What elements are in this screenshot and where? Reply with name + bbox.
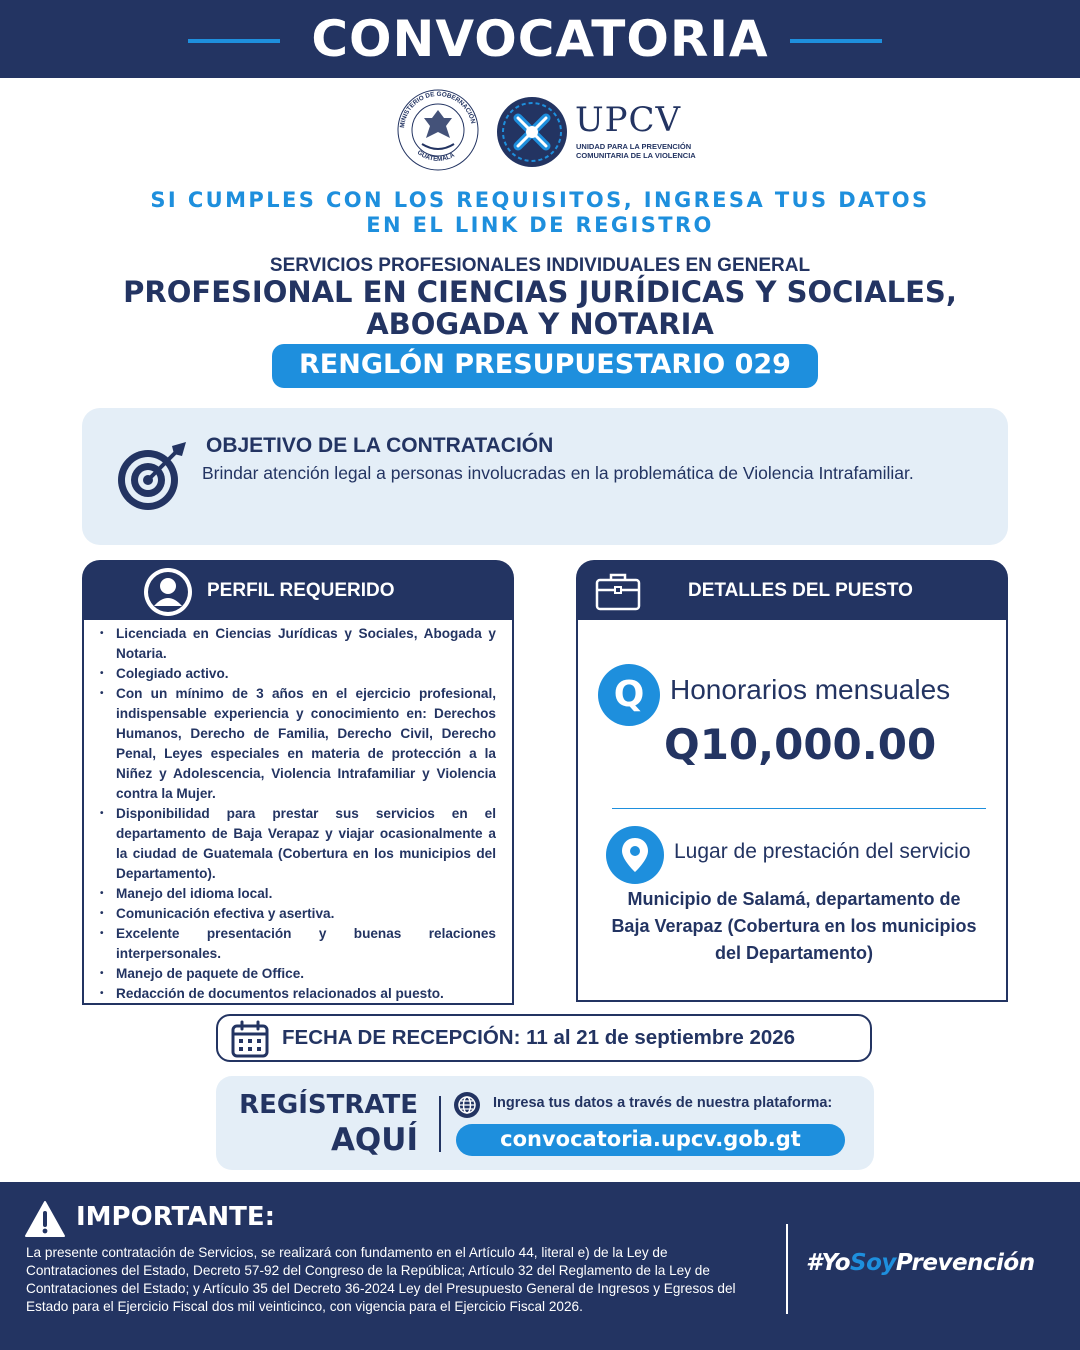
register-label-line2: AQUÍ bbox=[330, 1122, 418, 1158]
budget-line-badge: RENGLÓN PRESUPUESTARIO 029 bbox=[272, 344, 818, 388]
requirement-item: • Manejo del idioma local. bbox=[98, 884, 496, 904]
objective-title: OBJETIVO DE LA CONTRATACIÓN bbox=[206, 434, 554, 457]
fee-value: Q10,000.00 bbox=[664, 720, 937, 769]
details-divider bbox=[612, 808, 986, 809]
globe-icon bbox=[454, 1092, 480, 1118]
upcv-subtitle bbox=[576, 142, 696, 160]
register-separator bbox=[439, 1096, 441, 1152]
requirements-list bbox=[98, 624, 496, 1004]
details-card-body bbox=[576, 620, 1008, 1002]
page-title: CONVOCATORIA bbox=[311, 10, 769, 68]
location-text bbox=[588, 886, 1000, 967]
upcv-subtitle-line2: COMUNITARIA DE LA VIOLENCIA bbox=[576, 151, 696, 160]
cta-line2: EN EL LINK DE REGISTRO bbox=[366, 213, 714, 237]
requirement-item: • Disponibilidad para prestar sus servicios en el departamento de Baja Verapaz y viajar ocasionalmente a la ciudad de Guatemala (Cobertura en los municipios del Departamento). bbox=[98, 804, 496, 884]
requirement-item: • Licenciada en Ciencias Jurídicas y Sociales, Abogada y Notaria. bbox=[98, 624, 496, 664]
header-banner bbox=[0, 0, 1080, 78]
footer-separator bbox=[786, 1224, 788, 1314]
upcv-subtitle-line1: UNIDAD PARA LA PREVENCIÓN bbox=[576, 142, 692, 151]
hashtag-part1: #Yo bbox=[806, 1250, 850, 1276]
position-title bbox=[0, 276, 1080, 340]
upcv-logo-mark bbox=[496, 96, 568, 168]
profile-card-header bbox=[82, 560, 514, 620]
hashtag-part2: Soy bbox=[850, 1250, 896, 1276]
details-card-header bbox=[576, 560, 1008, 620]
calendar-icon bbox=[230, 1020, 270, 1058]
register-instruction: Ingresa tus datos a través de nuestra plataforma: bbox=[493, 1095, 833, 1111]
warning-icon bbox=[24, 1200, 66, 1238]
important-text: La presente contratación de Servicios, se realizará con fundamento en el Artículo 44, literal e) de la Ley de Contrataciones del Estado, Decreto 57-92 del Congreso de la República; Artículo 32 del Reglamento de la Ley de Contrataciones del Estado; y Artículo 35 del Decreto 36-2024 Ley del Presupuesto General de Ingresos y Egresos del Estado para el Ejercicio Fiscal dos mil veinticinco, con vigencia para el Ejercicio Fiscal 2026. bbox=[26, 1245, 736, 1314]
requirement-item: • Redacción de documentos relacionados al puesto. bbox=[98, 984, 496, 1004]
target-icon bbox=[114, 438, 190, 514]
upcv-wordmark: UPCV bbox=[575, 100, 682, 140]
svg-text:MINISTERIO DE GOBERNACIÓN: MINISTERIO DE GOBERNACIÓN bbox=[398, 90, 477, 129]
profile-card-title: PERFIL REQUERIDO bbox=[207, 580, 395, 601]
registration-cta bbox=[0, 188, 1080, 238]
registration-link[interactable]: convocatoria.upcv.gob.gt bbox=[456, 1124, 845, 1156]
register-label-line1: REGÍSTRATE bbox=[239, 1090, 418, 1120]
objective-box bbox=[82, 408, 1008, 545]
location-pin-icon bbox=[606, 826, 664, 884]
header-line-right bbox=[790, 39, 882, 43]
location-line1: Municipio de Salamá, departamento de bbox=[627, 889, 961, 909]
profile-card-body bbox=[82, 620, 514, 1005]
reception-date-text: FECHA DE RECEPCIÓN: 11 al 21 de septiembre 2026 bbox=[282, 1026, 796, 1049]
important-footer bbox=[0, 1182, 1080, 1350]
requirement-item: • Comunicación efectiva y asertiva. bbox=[98, 904, 496, 924]
position-title-line1: PROFESIONAL EN CIENCIAS JURÍDICAS Y SOCIALES, bbox=[123, 275, 957, 309]
user-icon bbox=[142, 566, 194, 618]
fee-label: Honorarios mensuales bbox=[670, 674, 951, 705]
service-category: SERVICIOS PROFESIONALES INDIVIDUALES EN GENERAL bbox=[269, 255, 811, 276]
svg-text:GUATEMALA: GUATEMALA bbox=[415, 149, 456, 163]
details-card-title: DETALLES DEL PUESTO bbox=[688, 580, 913, 601]
campaign-hashtag bbox=[806, 1250, 1035, 1276]
requirement-item: • Excelente presentación y buenas relaciones interpersonales. bbox=[98, 924, 496, 964]
objective-text: Brindar atención legal a personas involucradas en la problemática de Violencia Intrafamiliar. bbox=[202, 463, 914, 483]
important-title: IMPORTANTE: bbox=[76, 1202, 276, 1232]
register-box bbox=[216, 1076, 874, 1170]
location-line2: Baja Verapaz (Cobertura en los municipios bbox=[611, 916, 977, 936]
briefcase-icon bbox=[594, 570, 642, 612]
requirement-item: • Colegiado activo. bbox=[98, 664, 496, 684]
cta-line1: SI CUMPLES CON LOS REQUISITOS, INGRESA TUS DATOS bbox=[150, 188, 930, 212]
position-title-line2: ABOGADA Y NOTARIA bbox=[366, 307, 714, 341]
reception-date-box bbox=[216, 1014, 872, 1062]
ministerio-seal-logo bbox=[392, 88, 484, 172]
location-label: Lugar de prestación del servicio bbox=[674, 840, 971, 863]
hashtag-part3: Prevención bbox=[895, 1250, 1035, 1276]
location-line3: del Departamento) bbox=[714, 943, 874, 963]
requirement-item: • Con un mínimo de 3 años en el ejercicio profesional, indispensable experiencia y conocimiento en: Derechos Humanos, Derecho de Familia, Derecho Civil, Derecho Penal, Leyes especiales en materia de protección a la Niñez y Adolescencia, Violencia Intrafamiliar y Violencia contra la Mujer. bbox=[98, 684, 496, 804]
currency-icon: Q bbox=[598, 664, 660, 726]
requirement-item: • Manejo de paquete de Office. bbox=[98, 964, 496, 984]
